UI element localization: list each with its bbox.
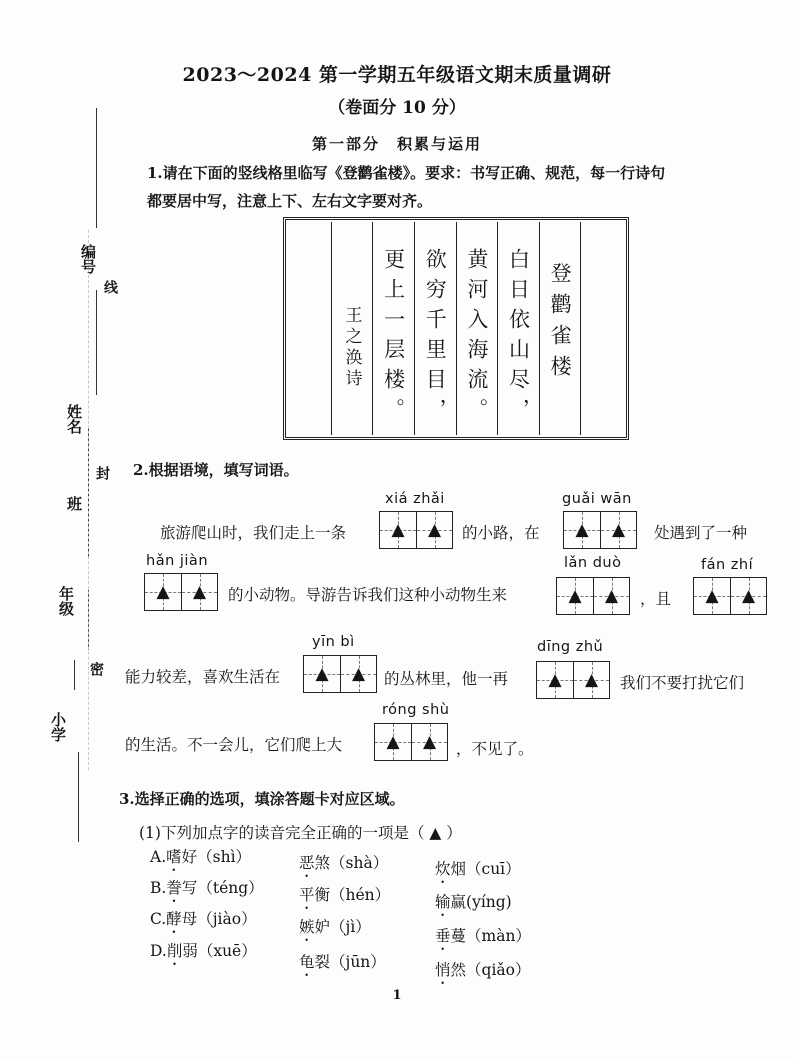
answer-box[interactable] — [536, 661, 610, 699]
q2-text: ，且 — [640, 590, 672, 608]
option-b[interactable] — [150, 876, 264, 906]
option-word: 弱（xuē） — [182, 942, 257, 960]
pinyin-prompt: dīng zhǔ — [537, 639, 604, 655]
option-b-word3 — [435, 890, 512, 920]
option-c[interactable] — [150, 907, 257, 937]
section-heading: 第一部分 积累与运用 — [311, 135, 482, 153]
option-label: B. — [150, 879, 167, 897]
page-number: 1 — [392, 988, 402, 1003]
binding-line — [96, 108, 97, 228]
pinyin-prompt: guǎi wān — [562, 491, 632, 507]
poem-line: 更上一层楼。 — [381, 248, 406, 428]
q2-text: 处遇到了一种 — [654, 524, 748, 542]
poem-column-empty — [290, 222, 331, 435]
dotted-char: 嗜 — [166, 848, 182, 866]
answer-cell[interactable] — [593, 578, 629, 614]
answer-cell[interactable] — [573, 662, 609, 698]
answer-box[interactable] — [563, 511, 637, 549]
answer-cell[interactable] — [145, 574, 181, 610]
option-a[interactable] — [150, 845, 251, 875]
option-a-word2 — [299, 851, 388, 881]
answer-cell[interactable] — [694, 578, 730, 614]
triangle-icon: ▲ — [427, 519, 442, 540]
poem-column-line2 — [456, 222, 498, 435]
option-word: 烟（cuī） — [450, 860, 521, 878]
option-c-word3 — [435, 924, 531, 954]
triangle-icon: ▲ — [192, 581, 207, 602]
seal-mark-seal: 封 — [94, 466, 110, 480]
triangle-icon: ▲ — [611, 519, 626, 540]
poem-column-empty — [580, 222, 622, 435]
answer-box[interactable] — [693, 577, 767, 615]
answer-box[interactable] — [379, 511, 453, 549]
q2-text: 的小动物。导游告诉我们这种小动物生来 — [228, 586, 508, 604]
option-word: 赢(yíng) — [450, 893, 512, 911]
dotted-char: 输 — [435, 893, 451, 911]
q1-instruction-line1: 1.请在下面的竖线格里临写《登鹳雀楼》。要求：书写正确、规范，每一行诗句 — [147, 164, 666, 182]
answer-cell[interactable] — [411, 724, 447, 760]
triangle-icon: ▲ — [548, 669, 562, 690]
option-label: D. — [150, 942, 167, 960]
option-word: 裂（jūn） — [314, 953, 386, 971]
label-name: 姓名 — [65, 404, 83, 434]
answer-cell[interactable] — [557, 578, 593, 614]
binding-line — [74, 660, 75, 690]
cut-line — [88, 230, 89, 770]
poem-column-line3 — [414, 222, 456, 435]
option-word: 蔓（màn） — [450, 927, 531, 945]
dotted-char: 誊 — [166, 879, 182, 897]
triangle-icon: ▲ — [575, 519, 589, 540]
answer-cell[interactable] — [600, 512, 636, 548]
q2-text: 我们不要打扰它们 — [620, 674, 745, 692]
option-a-word3 — [435, 857, 521, 887]
poem-column-author — [331, 222, 373, 435]
answer-box[interactable] — [303, 655, 377, 693]
answer-box[interactable] — [144, 573, 218, 611]
option-word: 衡（hén） — [314, 886, 391, 904]
dotted-char: 嫉 — [299, 918, 315, 936]
seal-mark-secret: 密 — [88, 662, 104, 676]
answer-cell[interactable] — [340, 656, 376, 692]
dotted-char: 酵 — [166, 910, 182, 928]
triangle-icon: ▲ — [705, 585, 719, 606]
option-label: A. — [150, 848, 167, 866]
answer-cell[interactable] — [537, 662, 573, 698]
option-word: 然（qiǎo） — [450, 961, 531, 979]
option-c-word2 — [299, 915, 371, 945]
q2-text: ，不见了。 — [456, 740, 534, 758]
answer-cell[interactable] — [564, 512, 600, 548]
q3-sub1: (1)下列加点字的读音完全正确的一项是（ ▲ ） — [139, 824, 462, 842]
triangle-icon: ▲ — [156, 581, 170, 602]
option-b-word2 — [299, 883, 390, 913]
answer-cell[interactable] — [416, 512, 452, 548]
answer-cell[interactable] — [375, 724, 411, 760]
q1-instruction-line2: 都要居中写，注意上下、左右文字要对齐。 — [147, 192, 433, 210]
dotted-char: 悄 — [435, 961, 451, 979]
triangle-icon: ▲ — [568, 585, 582, 606]
q2-text: 的小路，在 — [462, 524, 540, 542]
dotted-char: 龟 — [299, 953, 315, 971]
option-word: 好（shì） — [181, 848, 252, 866]
pinyin-prompt: fán zhí — [701, 557, 754, 573]
label-class: 班 — [65, 496, 83, 511]
option-label: C. — [150, 910, 167, 928]
pinyin-prompt: róng shù — [382, 702, 450, 718]
exam-title: 2023～2024 第一学期五年级语文期末质量调研 — [182, 64, 612, 86]
option-d-word3 — [435, 958, 530, 988]
q2-text: 旅游爬山时，我们走上一条 — [160, 524, 347, 542]
triangle-icon: ▲ — [315, 663, 329, 684]
option-d-word2 — [299, 950, 386, 980]
poem-author: 王之涣诗 — [341, 306, 362, 390]
q2-heading: 2.根据语境，填写词语。 — [133, 461, 299, 479]
option-word: 妒（jì） — [314, 918, 371, 936]
label-grade: 年级 — [57, 586, 75, 616]
triangle-icon: ▲ — [351, 663, 366, 684]
poem-title: 登鹳雀楼 — [548, 262, 573, 386]
answer-cell[interactable] — [304, 656, 340, 692]
poem-line: 欲穷千里目， — [423, 248, 448, 428]
dotted-char: 削 — [166, 942, 183, 960]
dotted-char: 炊 — [435, 860, 451, 878]
triangle-icon: ▲ — [584, 669, 599, 690]
option-word: 煞（shà） — [314, 854, 389, 872]
triangle-icon: ▲ — [604, 585, 619, 606]
answer-box[interactable] — [374, 723, 448, 761]
pinyin-prompt: xiá zhǎi — [385, 491, 445, 507]
dotted-char: 平 — [299, 886, 315, 904]
pinyin-prompt: hǎn jiàn — [146, 553, 209, 569]
option-word: 写（téng） — [181, 879, 264, 897]
binding-line — [96, 290, 97, 395]
poem-column-line1 — [497, 222, 539, 435]
option-d[interactable] — [150, 939, 257, 969]
dotted-char: 垂 — [435, 927, 451, 945]
label-school: 小学 — [49, 712, 67, 742]
option-word: 母（jiào） — [181, 910, 257, 928]
triangle-icon: ▲ — [386, 731, 400, 752]
triangle-icon: ▲ — [422, 731, 437, 752]
poem-line: 白日依山尽， — [506, 248, 531, 428]
answer-box[interactable] — [556, 577, 630, 615]
dotted-char: 恶 — [299, 854, 315, 872]
score-note: （卷面分 10 分） — [328, 98, 466, 118]
poem-line: 黄河入海流。 — [464, 248, 489, 428]
triangle-icon: ▲ — [391, 519, 405, 540]
binding-line — [78, 752, 79, 842]
q2-text: 能力较差，喜欢生活在 — [125, 668, 281, 686]
pinyin-prompt: yīn bì — [312, 634, 355, 650]
q3-heading: 3.选择正确的选项，填涂答题卡对应区域。 — [119, 790, 405, 808]
label-number: 编号 — [79, 244, 97, 274]
answer-cell[interactable] — [730, 578, 766, 614]
seal-mark-line: 线 — [102, 280, 118, 294]
q2-text: 的生活。不一会儿，它们爬上大 — [125, 736, 343, 754]
answer-cell[interactable] — [181, 574, 217, 610]
poem-column-title — [539, 222, 581, 435]
triangle-icon: ▲ — [741, 585, 756, 606]
answer-cell[interactable] — [380, 512, 416, 548]
poem-grid — [283, 217, 629, 440]
poem-column-line4 — [372, 222, 414, 435]
pinyin-prompt: lǎn duò — [564, 555, 622, 571]
q2-text: 的丛林里，他一再 — [384, 670, 509, 688]
